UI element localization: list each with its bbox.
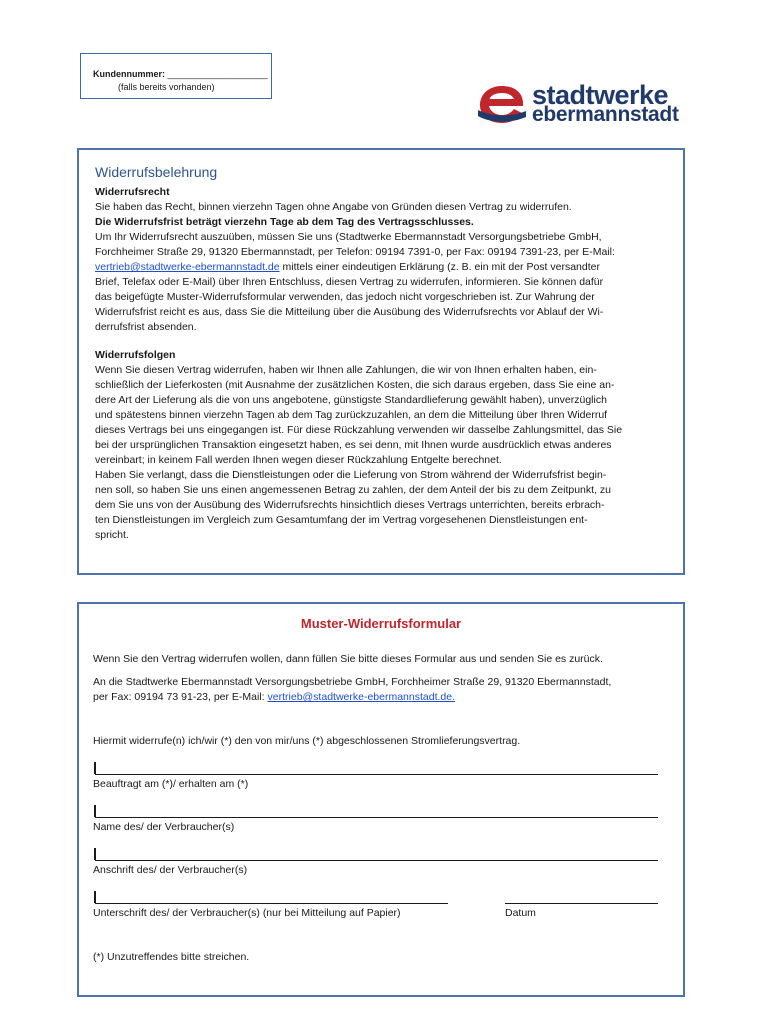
signature-input-line[interactable] (95, 903, 448, 904)
customer-number-blank: ____________________ (165, 69, 268, 79)
form-title: Muster-Widerrufsformular (300, 616, 462, 631)
paragraph-bold-line: Die Widerrufsfrist beträgt vierzehn Tage ab dem Tag des Vertragsschlusses. (95, 216, 474, 228)
paragraph-line: Um Ihr Widerrufsrecht auszuüben, müssen Sie uns (Stadtwerke Ebermannstadt Versorgungsbetriebe GmbH, (95, 231, 602, 243)
paragraph-line: und spätestens binnen vierzehn Tagen ab dem Tag zurückzuzahlen, an dem die Mitteilung über Ihren Widerruf (95, 409, 608, 421)
subheading-withdrawal-right: Widerrufsrecht (95, 186, 170, 198)
form-address-line (93, 690, 455, 704)
paragraph-line: ten Dienstleistungen im Vergleich zum Gesamtumfang der im Vertrag vorgesehenen Dienstleistungen ent- (95, 514, 588, 526)
field-marker (94, 762, 96, 774)
paragraph-line: Haben Sie verlangt, dass die Dienstleistungen oder die Lieferung von Strom während der Widerrufsfrist begin- (95, 469, 607, 481)
customer-number-label: Kundennummer: (93, 69, 165, 79)
paragraph-text: mittels einer eindeutigen Erklärung (z. B. ein mit der Post versandter (279, 261, 600, 273)
date-ordered-input-line[interactable] (95, 774, 658, 775)
customer-number-box (80, 53, 272, 99)
paragraph-line: dieses Vertrags bei uns eingegangen ist. Für diese Rückzahlung verwenden wir dasselbe Zahlungsmittel, das Sie (95, 424, 623, 436)
paragraph-line: Widerrufsfrist reicht es aus, dass Sie die Mitteilung über die Ausübung des Widerrufsrechts vor Ablauf der Wi- (95, 306, 604, 318)
paragraph-line: das beigefügte Muster-Widerrufsformular verwenden, das jedoch nicht vorgeschrieben ist. Zur Wahrung der (95, 291, 595, 303)
field-marker (94, 848, 96, 860)
paragraph-line: schließlich der Lieferkosten (mit Ausnahme der zusätzlichen Kosten, die sich daraus ergeben, dass Sie eine an- (95, 379, 615, 391)
paragraph-line: Forchheimer Straße 29, 91320 Ebermannstadt, per Telefon: 09194 7391-0, per Fax: 09194 7391-23, per E-Mail: (95, 246, 615, 258)
form-address-line: An die Stadtwerke Ebermannstadt Versorgungsbetriebe GmbH, Forchheimer Straße 29, 91320 Ebermannstadt, (93, 676, 612, 688)
customer-number-note: (falls bereits vorhanden) (118, 82, 215, 92)
paragraph-line: derrufsfrist absenden. (95, 321, 197, 333)
email-link[interactable]: vertrieb@stadtwerke-ebermannstadt.de (95, 261, 280, 273)
customer-number-line (93, 68, 268, 81)
address-input-line[interactable] (95, 860, 658, 861)
logo-text-ebermannstadt: ebermannstadt (532, 103, 679, 126)
subheading-consequences: Widerrufsfolgen (95, 349, 176, 361)
paragraph-line: nen soll, so haben Sie uns einen angemessenen Betrag zu zahlen, der dem Anteil der bis zu dem Zeitpunkt, zu (95, 484, 611, 496)
company-logo (476, 80, 688, 126)
section-title: Widerrufsbelehrung (95, 164, 218, 180)
form-email-link[interactable]: vertrieb@stadtwerke-ebermannstadt.de. (267, 691, 456, 703)
withdrawal-right-text (95, 185, 677, 335)
paragraph-line: spricht. (95, 529, 129, 541)
logo-text-stadtwerke: stadtwerke (532, 80, 669, 110)
paragraph-line: vereinbart; in keinem Fall werden Ihnen wegen dieser Rückzahlung Entgelte berechnet. (95, 454, 502, 466)
paragraph-line: bei der ursprünglichen Transaktion eingesetzt haben, es sei denn, mit Ihnen wurde ausdrücklich etwas anderes (95, 439, 612, 451)
form-statement: Hiermit widerrufe(n) ich/wir (*) den von mir/uns (*) abgeschlossenen Stromlieferungsvertrag. (93, 735, 521, 747)
form-intro: Wenn Sie den Vertrag widerrufen wollen, dann füllen Sie bitte dieses Formular aus und senden Sie es zurück. (93, 653, 603, 665)
field-label-address: Anschrift des/ der Verbraucher(s) (93, 864, 248, 876)
form-address-text: per Fax: 09194 73 91-23, per E-Mail: (93, 691, 268, 703)
paragraph-line: Sie haben das Recht, binnen vierzehn Tagen ohne Angabe von Gründen diesen Vertrag zu widerrufen. (95, 201, 572, 213)
field-label-name: Name des/ der Verbraucher(s) (93, 821, 235, 833)
paragraph-line: dem Sie uns von der Ausübung des Widerrufsrechts hinsichtlich dieses Vertrags unterrichten, bereits erbrach- (95, 499, 605, 511)
field-marker (94, 891, 96, 903)
paragraph-line: Brief, Telefax oder E-Mail) über Ihren Entschluss, diesen Vertrag zu widerrufen, informieren. Sie können dafür (95, 276, 604, 288)
name-input-line[interactable] (95, 817, 658, 818)
field-label-date: Datum (505, 907, 536, 919)
field-marker (94, 805, 96, 817)
logo-mark-icon (476, 80, 528, 126)
withdrawal-instruction-section (77, 148, 685, 575)
field-label-ordered: Beauftragt am (*)/ erhalten am (*) (93, 778, 249, 790)
withdrawal-consequences-text (95, 348, 677, 543)
paragraph-line (95, 260, 677, 275)
paragraph-line: dere Art der Lieferung als die von uns angebotene, günstigste Standardlieferung gewählt haben), unverzüglich (95, 394, 607, 406)
footnote: (*) Unzutreffendes bitte streichen. (93, 951, 250, 963)
paragraph-line: Wenn Sie diesen Vertrag widerrufen, haben wir Ihnen alle Zahlungen, die wir von Ihnen erhalten haben, ein- (95, 364, 597, 376)
field-label-signature: Unterschrift des/ der Verbraucher(s) (nur bei Mitteilung auf Papier) (93, 907, 401, 919)
withdrawal-form-section (77, 602, 685, 997)
date-input-line[interactable] (505, 903, 658, 904)
